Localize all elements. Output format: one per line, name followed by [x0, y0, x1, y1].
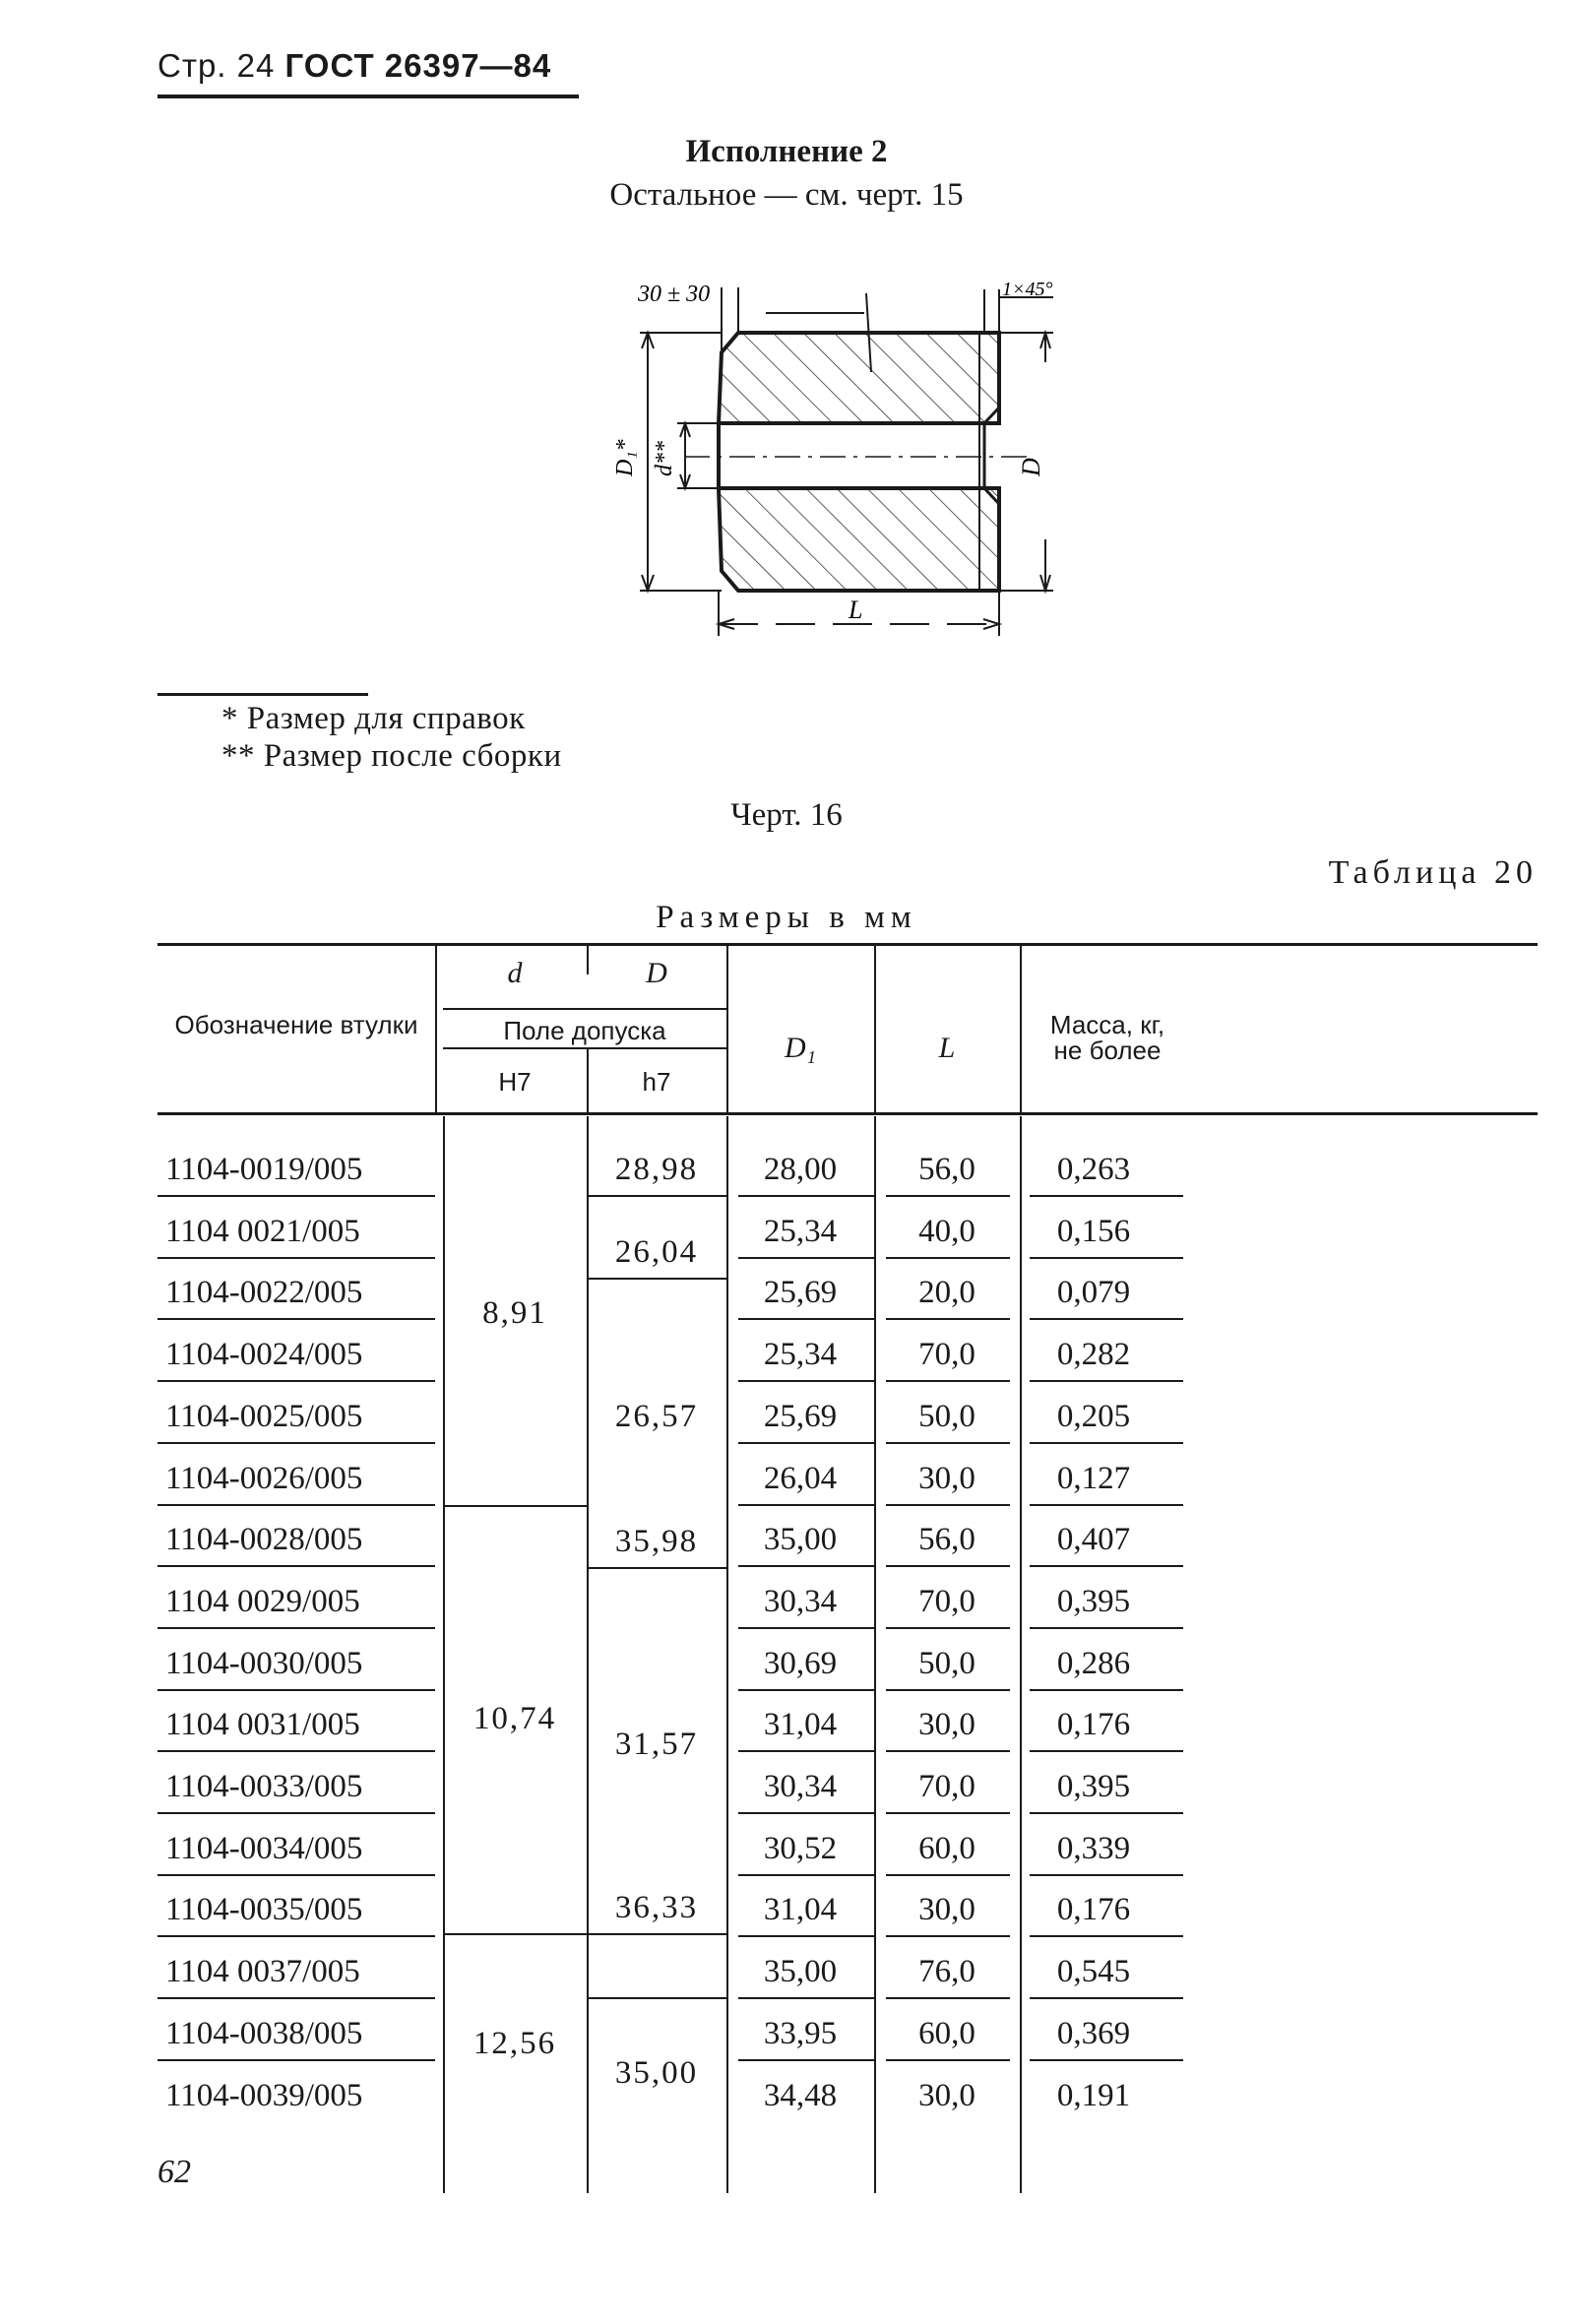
row-underline — [886, 2059, 1010, 2061]
row-underline — [738, 1935, 874, 1937]
header-tolerance-field: Поле допуска — [503, 1016, 666, 1045]
header-divider — [1020, 943, 1022, 1112]
designation-cell: 1104-0019/005 — [165, 1152, 363, 1187]
mass-cell: 0,191 — [1056, 2077, 1131, 2113]
row-underline — [157, 1504, 435, 1506]
row-underline — [1030, 1812, 1183, 1814]
row-underline — [1030, 1935, 1183, 1937]
row-underline — [738, 1380, 874, 1382]
designation-cell: 1104-0028/005 — [165, 1522, 363, 1558]
mass-cell: 0,282 — [1056, 1337, 1131, 1373]
length-cell: 60,0 — [918, 1830, 975, 1866]
d-value: 10,74 — [472, 1701, 557, 1736]
mass-cell: 0,339 — [1056, 1830, 1131, 1866]
row-underline — [1030, 2059, 1183, 2061]
header-rule — [157, 94, 579, 98]
row-underline — [1030, 1257, 1183, 1259]
row-underline — [886, 1565, 1010, 1567]
d1-cell: 25,34 — [763, 1337, 838, 1373]
row-underline — [886, 1750, 1010, 1752]
big-d-value: 26,04 — [614, 1234, 699, 1270]
footnote-rule — [157, 693, 368, 696]
row-underline — [157, 1750, 435, 1752]
d-value: 8,91 — [482, 1295, 547, 1331]
designation-cell: 1104-0022/005 — [165, 1275, 363, 1311]
row-underline — [886, 1627, 1010, 1629]
page-header — [157, 47, 551, 85]
length-cell: 30,0 — [918, 1460, 975, 1496]
big-d-value: 35,98 — [614, 1524, 699, 1559]
designation-cell: 1104 0021/005 — [165, 1213, 360, 1249]
row-underline — [738, 1689, 874, 1691]
d1-cell: 25,69 — [763, 1275, 838, 1311]
row-underline — [886, 1195, 1010, 1197]
big-d-value: 36,33 — [614, 1890, 699, 1925]
header-divider — [435, 943, 437, 1112]
d1-cell: 30,69 — [763, 1645, 838, 1681]
row-underline — [157, 1195, 435, 1197]
row-underline — [157, 1442, 435, 1444]
row-underline — [738, 2059, 874, 2061]
figure-caption: Черт. 16 — [730, 797, 843, 833]
row-underline — [157, 1627, 435, 1629]
row-underline — [1030, 1627, 1183, 1629]
length-cell: 56,0 — [918, 1522, 975, 1558]
d1-cell: 30,34 — [763, 1769, 838, 1804]
row-underline — [738, 1442, 874, 1444]
designation-cell: 1104-0026/005 — [165, 1460, 363, 1496]
table-top-rule — [157, 943, 1538, 946]
mass-cell: 0,369 — [1056, 2015, 1131, 2051]
row-underline — [157, 1812, 435, 1814]
row-underline — [1030, 1750, 1183, 1752]
row-underline — [886, 1812, 1010, 1814]
d-group-separator — [443, 1933, 587, 1935]
header-d1: D₁ — [784, 1032, 817, 1064]
designation-cell: 1104 0029/005 — [165, 1583, 360, 1619]
big-d-value: 31,57 — [614, 1727, 699, 1762]
mass-cell: 0,395 — [1056, 1769, 1131, 1804]
row-underline — [886, 1318, 1010, 1320]
designation-cell: 1104-0039/005 — [165, 2077, 363, 2113]
row-underline — [886, 1504, 1010, 1506]
header-tolerance-d: H7 — [498, 1067, 532, 1097]
units-note: Размеры в мм — [656, 900, 917, 935]
length-cell: 50,0 — [918, 1645, 975, 1681]
length-cell: 76,0 — [918, 1954, 975, 1990]
dim-length-label: L — [849, 596, 863, 624]
header-designation: Обозначение втулки — [174, 1010, 418, 1039]
row-underline — [738, 1627, 874, 1629]
standard-number: ГОСТ 26397—84 — [284, 47, 552, 84]
row-underline — [1030, 1689, 1183, 1691]
big-d-value: 26,57 — [614, 1399, 699, 1434]
header-bottom-rule — [157, 1112, 1538, 1115]
row-underline — [886, 1442, 1010, 1444]
row-underline — [1030, 1565, 1183, 1567]
big-d-value: 28,98 — [614, 1152, 699, 1187]
d1-cell: 26,04 — [763, 1460, 838, 1496]
d-value: 12,56 — [472, 2026, 557, 2061]
d1-cell: 30,34 — [763, 1583, 838, 1619]
big-d-separator — [587, 1933, 726, 1935]
mass-cell: 0,286 — [1056, 1645, 1131, 1681]
length-cell: 40,0 — [918, 1213, 975, 1249]
mass-cell: 0,176 — [1056, 1707, 1131, 1743]
designation-cell: 1104-0034/005 — [165, 1830, 363, 1866]
table-number: Таблица 20 — [1328, 854, 1538, 891]
d1-cell: 25,34 — [763, 1213, 838, 1249]
length-cell: 30,0 — [918, 1892, 975, 1928]
mass-cell: 0,079 — [1056, 1275, 1131, 1311]
row-underline — [157, 2059, 435, 2061]
mass-cell: 0,176 — [1056, 1892, 1131, 1928]
row-underline — [738, 1318, 874, 1320]
big-d-separator — [587, 1278, 726, 1280]
row-underline — [157, 1874, 435, 1876]
row-underline — [886, 1257, 1010, 1259]
dim-big-d-label: D — [1017, 458, 1045, 476]
footnote-reference: * Размер для справок — [221, 701, 526, 736]
header-divider — [874, 943, 876, 1112]
designation-cell: 1104-0038/005 — [165, 2015, 363, 2051]
variant-title: Исполнение 2 — [685, 134, 888, 169]
row-underline — [1030, 1874, 1183, 1876]
row-underline — [1030, 1442, 1183, 1444]
row-underline — [1030, 1195, 1183, 1197]
designation-cell: 1104-0024/005 — [165, 1337, 363, 1373]
row-underline — [886, 1935, 1010, 1937]
d1-cell: 35,00 — [763, 1954, 838, 1990]
bushing-section — [684, 333, 1034, 591]
length-cell: 50,0 — [918, 1398, 975, 1434]
length-cell: 56,0 — [918, 1152, 975, 1187]
designation-cell: 1104-0033/005 — [165, 1769, 363, 1804]
row-underline — [157, 1997, 435, 1999]
row-underline — [157, 1318, 435, 1320]
d1-cell: 25,69 — [763, 1398, 838, 1434]
row-underline — [1030, 1380, 1183, 1382]
row-underline — [738, 1195, 874, 1197]
row-underline — [738, 1257, 874, 1259]
header-big-d: D — [646, 957, 667, 989]
page-header-prefix: Стр. 24 — [157, 47, 276, 84]
dim-d1-label: D₁* — [612, 439, 638, 476]
mass-cell: 0,205 — [1056, 1398, 1131, 1434]
mass-cell: 0,127 — [1056, 1460, 1131, 1496]
row-underline — [738, 1504, 874, 1506]
d1-cell: 33,95 — [763, 2015, 838, 2051]
header-length: L — [938, 1032, 956, 1064]
row-underline — [1030, 1997, 1183, 1999]
row-underline — [157, 1689, 435, 1691]
header-mass: Масса, кг, не более — [1049, 1010, 1165, 1065]
big-d-separator — [587, 1195, 726, 1197]
row-underline — [738, 1565, 874, 1567]
dim-d-label: d** — [652, 441, 677, 476]
d1-cell: 30,52 — [763, 1830, 838, 1866]
row-underline — [1030, 1504, 1183, 1506]
mass-cell: 0,545 — [1056, 1954, 1131, 1990]
mass-cell: 0,263 — [1056, 1152, 1131, 1187]
header-d: d — [507, 957, 523, 989]
row-underline — [886, 1997, 1010, 1999]
length-cell: 30,0 — [918, 2077, 975, 2113]
big-d-value: 35,00 — [614, 2055, 699, 2091]
d1-cell: 31,04 — [763, 1707, 838, 1743]
designation-cell: 1104-0030/005 — [165, 1645, 363, 1681]
d1-cell: 34,48 — [763, 2077, 838, 2113]
row-underline — [157, 1380, 435, 1382]
length-cell: 30,0 — [918, 1707, 975, 1743]
row-underline — [738, 1750, 874, 1752]
d1-cell: 31,04 — [763, 1892, 838, 1928]
footnote-after-assembly: ** Размер после сборки — [221, 738, 562, 774]
row-underline — [157, 1935, 435, 1937]
header-rule-d — [443, 1008, 726, 1010]
header-rule-tolerance — [443, 1047, 726, 1049]
length-cell: 60,0 — [918, 2015, 975, 2051]
length-cell: 70,0 — [918, 1583, 975, 1619]
designation-cell: 1104-0025/005 — [165, 1398, 363, 1434]
designation-cell: 1104-0035/005 — [165, 1892, 363, 1928]
mass-cell: 0,156 — [1056, 1213, 1131, 1249]
row-underline — [738, 1812, 874, 1814]
row-underline — [886, 1874, 1010, 1876]
bushing-drawing — [591, 274, 1102, 648]
d-group-separator — [443, 1505, 587, 1507]
row-underline — [738, 1874, 874, 1876]
big-d-separator — [587, 1997, 726, 1999]
row-underline — [157, 1257, 435, 1259]
row-underline — [886, 1689, 1010, 1691]
variant-reference: Остальное — см. черт. 15 — [609, 177, 964, 213]
row-underline — [157, 1565, 435, 1567]
d1-cell: 35,00 — [763, 1522, 838, 1558]
header-divider — [726, 943, 728, 1112]
dim-chamfer-left-label: 30 ± 30 — [638, 282, 711, 307]
length-cell: 70,0 — [918, 1769, 975, 1804]
length-cell: 20,0 — [918, 1275, 975, 1311]
big-d-separator — [587, 1567, 726, 1569]
designation-cell: 1104 0031/005 — [165, 1707, 360, 1743]
row-underline — [886, 1380, 1010, 1382]
designation-cell: 1104 0037/005 — [165, 1954, 360, 1990]
d1-cell: 28,00 — [763, 1152, 838, 1187]
page-number: 62 — [157, 2154, 191, 2190]
dimensions-table — [157, 943, 1538, 2193]
row-underline — [738, 1997, 874, 1999]
mass-cell: 0,395 — [1056, 1583, 1131, 1619]
length-cell: 70,0 — [918, 1337, 975, 1373]
header-tolerance-big-d: h7 — [642, 1067, 671, 1097]
dim-chamfer-right-label: 1×45° — [1002, 279, 1053, 300]
mass-cell: 0,407 — [1056, 1522, 1131, 1558]
row-underline — [1030, 1318, 1183, 1320]
